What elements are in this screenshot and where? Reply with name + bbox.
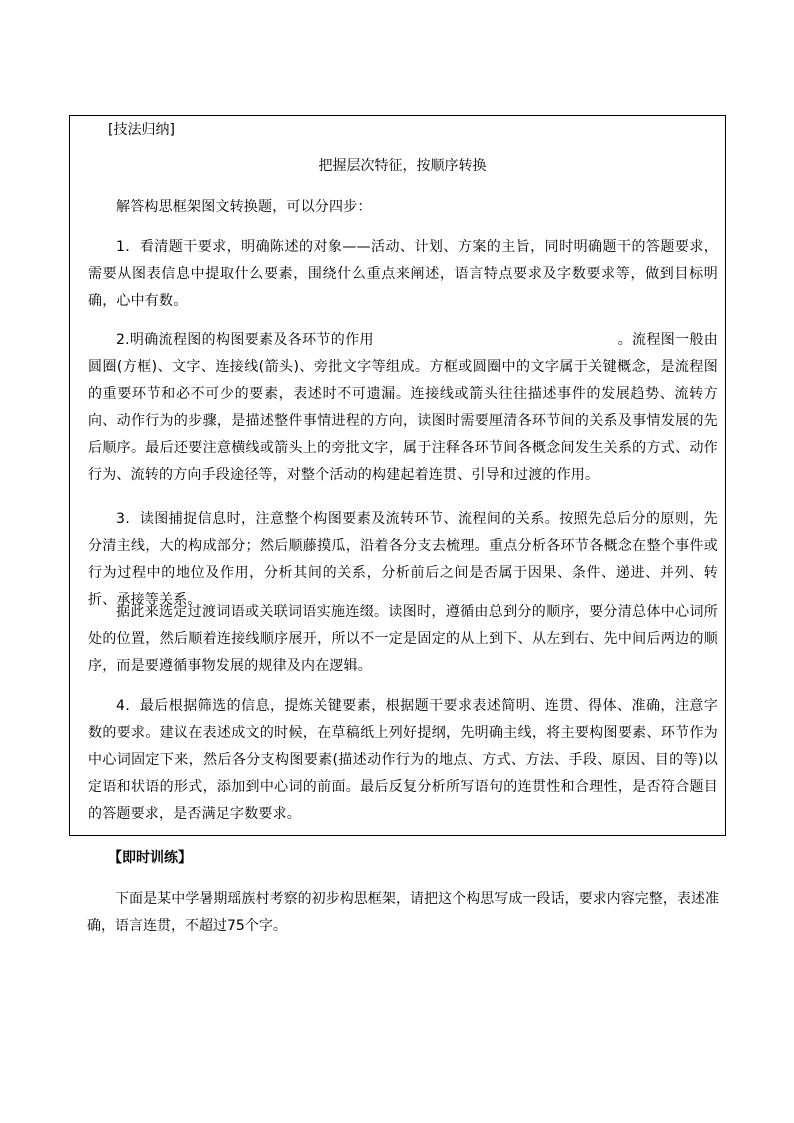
practice-question: 下面是某中学暑期瑶族村考察的初步构思框架，请把这个构思写成一段话，要求内容完整，表述准确，语言连贯，不超过75个字。 (87, 891, 719, 934)
step-4-paragraph: 4．最后根据筛选的信息，提炼关键要素，根据题干要求表述简明、连贯、得体、准确，注意字数的要求。建议在表述成文的时候，在草稿纸上列好提纲，先明确主线，将主要构图要素、环节作为中心词固定下来，然后各分支构图要素(描述动作行为的地点、方式、方法、手段、原因、目的等)以定语和状语的形式，添加到中心词的前面。最后反复分析所写语句的连贯性和合理性，是否符合题目的答题要求，是否满足字数要求。 (88, 698, 718, 822)
step-2-paragraph: 2.明确流程图的构图要素及各环节的作用 。流程图一般由圆圈(方框)、文字、连接线(箭头)、旁批文字等组成。方框或圆圈中的文字属于关键概念，是流程图的重要环节和必不可少的要素，表述时不可遗漏。连接线或箭头往往描述事件的发展趋势、流转方向、动作行为的步骤，是描述整件事情进程的方向，读图时需要厘清各环节间的关系及事情发展的先后顺序。最后还要注意横线或箭头上的旁批文字，属于注释各环节间各概念间发生关系的方式、动作行为、流转的方向手段途径等，对整个活动的构建起着连贯、引导和过渡的作用。 (88, 332, 718, 483)
step-3-paragraph: 3．读图捕捉信息时，注意整个构图要素及流转环节、流程间的关系。按照先总后分的原则，先分清主线，大的构成部分；然后顺藤摸瓜，沿着各分支去梳理。重点分析各环节各概念在整个事件或行为过程中的地位及作用，分析其间的关系，分析前后之间是否属于因果、条件、递进、并列、转折、承接等关系。 (88, 511, 718, 608)
intro-paragraph: 解答构思框架图文转换题，可以分四步： (116, 199, 372, 215)
practice-label: 【即时训练】 (108, 850, 192, 866)
step-1-paragraph: 1．看清题干要求，明确陈述的对象——活动、计划、方案的主旨，同时明确题干的答题要求，需要从图表信息中提取什么要素，围绕什么重点来阐述，语言特点要求及字数要求等，做到目标明确，心中有数。 (88, 239, 718, 309)
method-summary-subtitle: 把握层次特征，按顺序转换 (318, 158, 487, 174)
step-3-continued-paragraph: 据此来选定过渡词语或关联词语实施连缀。读图时，遵循由总到分的顺序，要分清总体中心词所处的位置，然后顺着连接线顺序展开，所以不一定是固定的从上到下、从左到右、先中间后两边的顺序，而是要遵循事物发展的规律及内在逻辑。 (88, 604, 718, 674)
method-summary-label: [技法归纳] (108, 122, 175, 138)
method-summary-box (69, 115, 726, 836)
